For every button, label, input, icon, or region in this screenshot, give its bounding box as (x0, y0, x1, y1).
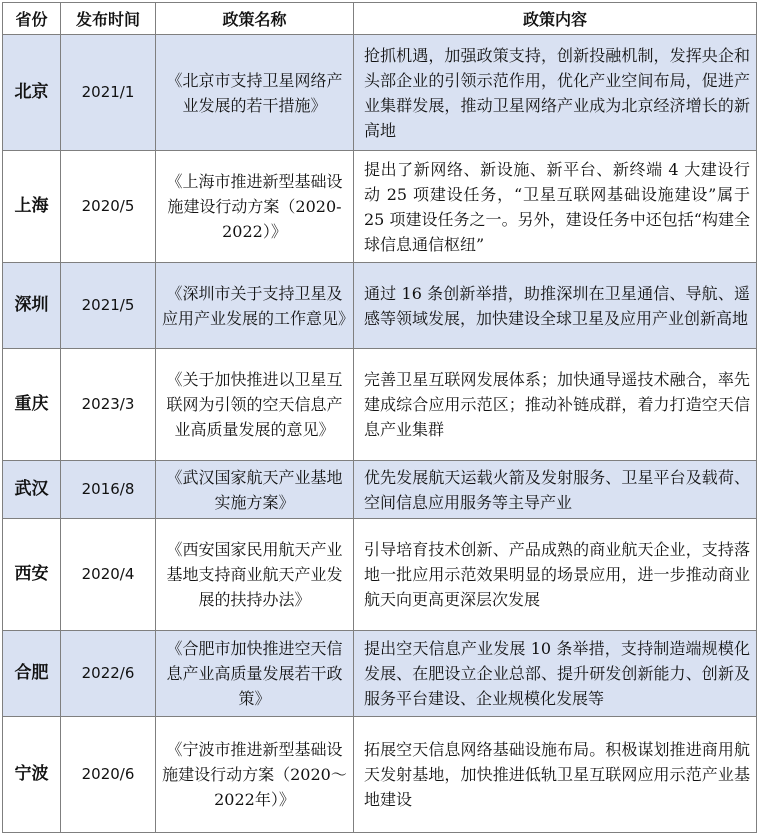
policy-content-cell: 提出空天信息产业发展 10 条举措，支持制造端规模化发展、在肥设立企业总部、提升研发创新能力、创新及服务平台建设、企业规模化发展等 (354, 631, 757, 717)
policy-name-cell: 《关于加快推进以卫星互联网为引领的空天信息产业高质量发展的意见》 (156, 349, 354, 461)
province-cell: 北京 (3, 35, 61, 151)
policy-content-cell: 引导培育技术创新、产品成熟的商业航天企业，支持落地一批应用示范效果明显的场景应用，进一步推动商业航天向更高更深层次发展 (354, 519, 757, 631)
province-cell: 武汉 (3, 461, 61, 519)
policy-content-cell: 提出了新网络、新设施、新平台、新终端 4 大建设行动 25 项建设任务，“卫星互联网基础设施建设”属于 25 项建设任务之一。另外，建设任务中还包括“构建全球信息通信枢纽” (354, 151, 757, 263)
policy-name-cell: 《西安国家民用航天产业基地支持商业航天产业发展的扶持办法》 (156, 519, 354, 631)
policy-content-cell: 拓展空天信息网络基础设施布局。积极谋划推进商用航天发射基地，加快推进低轨卫星互联网应用示范产业基地建设 (354, 717, 757, 833)
table-row (3, 717, 757, 833)
date-cell: 2020/5 (61, 151, 156, 263)
date-cell: 2021/5 (61, 263, 156, 349)
province-cell: 宁波 (3, 717, 61, 833)
province-cell: 合肥 (3, 631, 61, 717)
date-cell: 2021/1 (61, 35, 156, 151)
policy-name-cell: 《宁波市推进新型基础设施建设行动方案（2020～2022年）》 (156, 717, 354, 833)
policy-content-cell: 优先发展航天运载火箭及发射服务、卫星平台及载荷、空间信息应用服务等主导产业 (354, 461, 757, 519)
policy-content-cell: 抢抓机遇，加强政策支持，创新投融机制，发挥央企和头部企业的引领示范作用，优化产业空间布局，促进产业集群发展，推动卫星网络产业成为北京经济增长的新高地 (354, 35, 757, 151)
header-date: 发布时间 (61, 3, 156, 35)
policy-name-cell: 《上海市推进新型基础设施建设行动方案（2020-2022）》 (156, 151, 354, 263)
policy-name-cell: 《合肥市加快推进空天信息产业高质量发展若干政策》 (156, 631, 354, 717)
header-policy-content: 政策内容 (354, 3, 757, 35)
table-row (3, 631, 757, 717)
province-cell: 上海 (3, 151, 61, 263)
policy-table (2, 2, 757, 833)
date-cell: 2023/3 (61, 349, 156, 461)
table-row (3, 263, 757, 349)
table-row (3, 35, 757, 151)
header-province: 省份 (3, 3, 61, 35)
province-cell: 重庆 (3, 349, 61, 461)
table-row (3, 461, 757, 519)
policy-content-cell: 通过 16 条创新举措，助推深圳在卫星通信、导航、遥感等领域发展，加快建设全球卫星及应用产业创新高地 (354, 263, 757, 349)
table-row (3, 519, 757, 631)
table-row (3, 151, 757, 263)
policy-name-cell: 《武汉国家航天产业基地实施方案》 (156, 461, 354, 519)
date-cell: 2016/8 (61, 461, 156, 519)
province-cell: 深圳 (3, 263, 61, 349)
policy-name-cell: 《深圳市关于支持卫星及应用产业发展的工作意见》 (156, 263, 354, 349)
date-cell: 2020/6 (61, 717, 156, 833)
policy-content-cell: 完善卫星互联网发展体系；加快通导遥技术融合，率先建成综合应用示范区；推动补链成群，着力打造空天信息产业集群 (354, 349, 757, 461)
policy-name-cell: 《北京市支持卫星网络产业发展的若干措施》 (156, 35, 354, 151)
date-cell: 2020/4 (61, 519, 156, 631)
header-policy-name: 政策名称 (156, 3, 354, 35)
province-cell: 西安 (3, 519, 61, 631)
date-cell: 2022/6 (61, 631, 156, 717)
table-row (3, 349, 757, 461)
header-row (3, 3, 757, 35)
